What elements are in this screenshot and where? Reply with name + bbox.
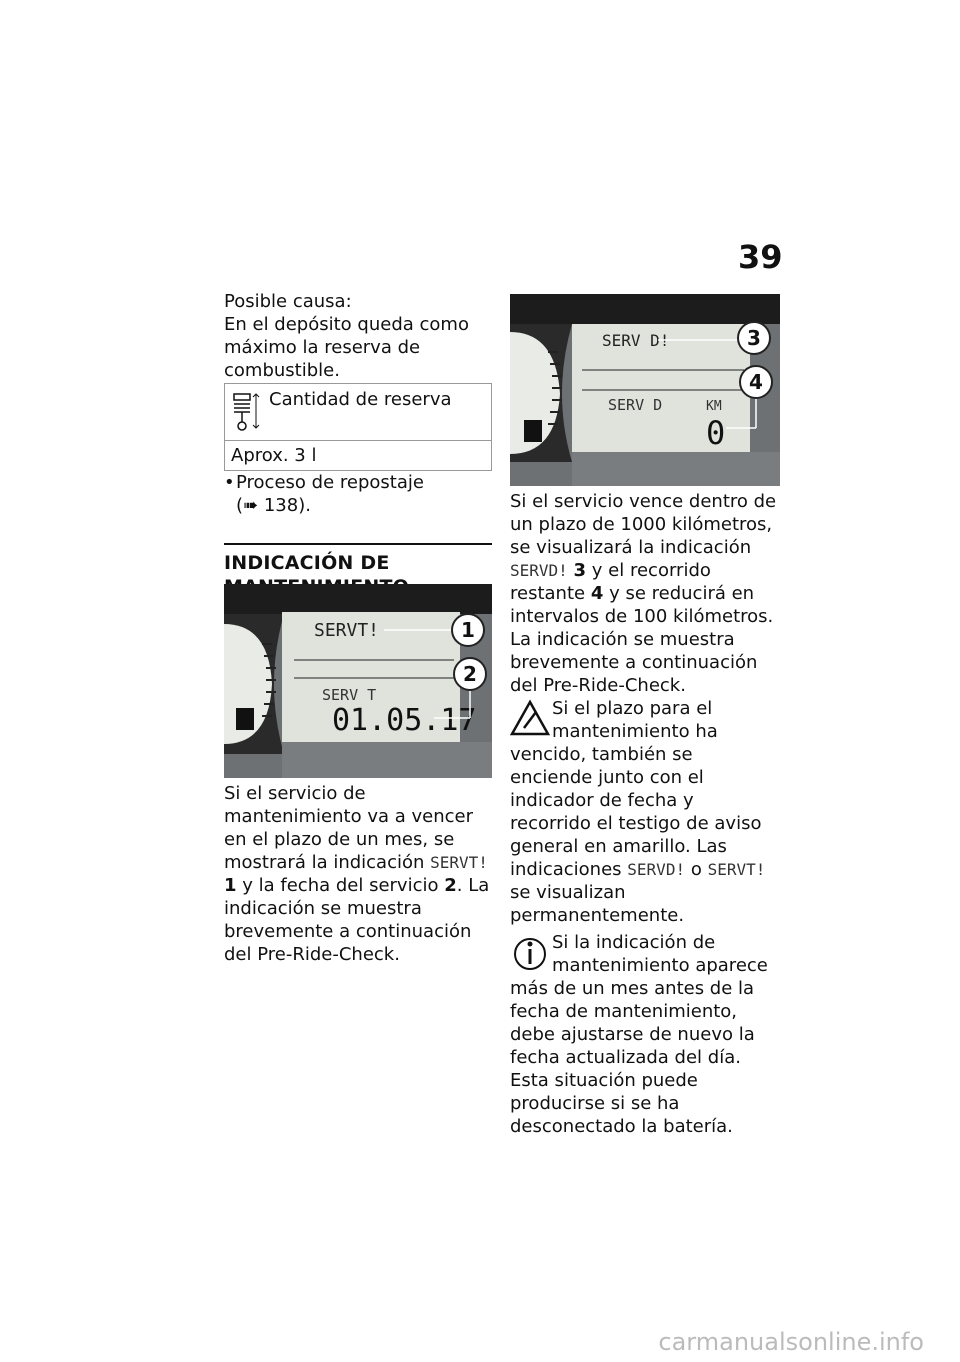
right-para1-n4: 4 (590, 583, 604, 604)
spec-table (224, 383, 492, 471)
info-icon (510, 931, 550, 973)
bullet-text: Proceso de repostaje (236, 472, 424, 493)
warning-code-2: SERVT! (707, 860, 766, 879)
left-column (224, 290, 492, 599)
dashboard-photo-2 (510, 294, 780, 486)
section-heading: INDICACIÓN DE (224, 543, 492, 599)
warning-text-a: Si el plazo para el mantenimiento ha vencido, también se enciende junto con el indicador de fecha y recorrido el testigo de aviso general en amarillo. Las indicaciones (510, 698, 762, 880)
display2-top-text: SERV D! (602, 331, 670, 350)
warning-text-b: se visualizan permanentemente. (510, 882, 685, 926)
callout-2-label: 2 (463, 662, 477, 686)
page-number: 39 (738, 238, 783, 276)
dashboard-photo-1 (224, 584, 492, 778)
cause-text: En el depósito queda como máximo la reserva de combustible. (224, 314, 469, 381)
bullet-ref[interactable]: 138). (263, 495, 311, 516)
spec-label: Cantidad de reserva (269, 389, 452, 410)
left-para-c: . La indicación se muestra brevemente a continuación del Pre-Ride-Check. (224, 875, 490, 965)
info-note (510, 931, 780, 1138)
display2-mid-text: SERV D (608, 396, 663, 414)
bullet-item: • Proceso de repostaje (➠ 138). (224, 472, 424, 516)
right-para1-n3: 3 (573, 560, 587, 581)
callout-3-label: 3 (747, 326, 761, 350)
left-para-code: SERVT! (430, 853, 488, 872)
warning-code-1: SERVD! (627, 860, 686, 879)
right-para1-code: SERVD! (510, 561, 568, 580)
callout-4-label: 4 (749, 370, 763, 394)
bullet-icon: • (224, 472, 235, 493)
left-para-n2: 2 (444, 875, 457, 896)
right-column (510, 490, 780, 1138)
fuel-reserve-icon (225, 384, 269, 440)
warning-or: o (690, 859, 702, 880)
left-para-a: Si el servicio de mantenimiento va a vencer en el plazo de un mes, se mostrará la indicación (224, 783, 473, 873)
display2-unit: KM (706, 399, 722, 414)
left-para-b: y la fecha del servicio (242, 875, 439, 896)
cause-label: Posible causa: (224, 291, 352, 312)
warning-triangle-icon (510, 697, 550, 739)
spec-value: Aprox. 3 l (231, 445, 317, 466)
warning-note (510, 697, 780, 927)
left-para-n1: 1 (224, 875, 237, 896)
right-para-1 (510, 490, 780, 697)
left-paragraph (224, 782, 492, 966)
info-text: Si la indicación de mantenimiento aparece más de un mes antes de la fecha de mantenimiento, debe ajustarse de nuevo la fecha actualizada del día. Esta situación puede producirse si se ha desconectado la batería. (510, 932, 768, 1137)
footer-watermark: carmanualsonline.info (658, 1328, 924, 1356)
page-ref-arrow-icon: ➠ (243, 495, 259, 516)
right-para1-b: y el recorrido restante (510, 560, 711, 604)
display1-mid-text: SERV T (322, 686, 377, 704)
callout-1-label: 1 (461, 618, 475, 642)
display2-value: 0 (706, 414, 726, 452)
right-para1-c: y se reducirá en intervalos de 100 kilómetros. La indicación se muestra brevemente a continuación del Pre-Ride-Check. (510, 583, 774, 696)
display1-top-text: SERVT! (314, 620, 380, 641)
right-para1-a: Si el servicio vence dentro de un plazo de 1000 kilómetros, se visualizará la indicación (510, 491, 777, 558)
display1-date: 01.05.17 (332, 703, 477, 738)
